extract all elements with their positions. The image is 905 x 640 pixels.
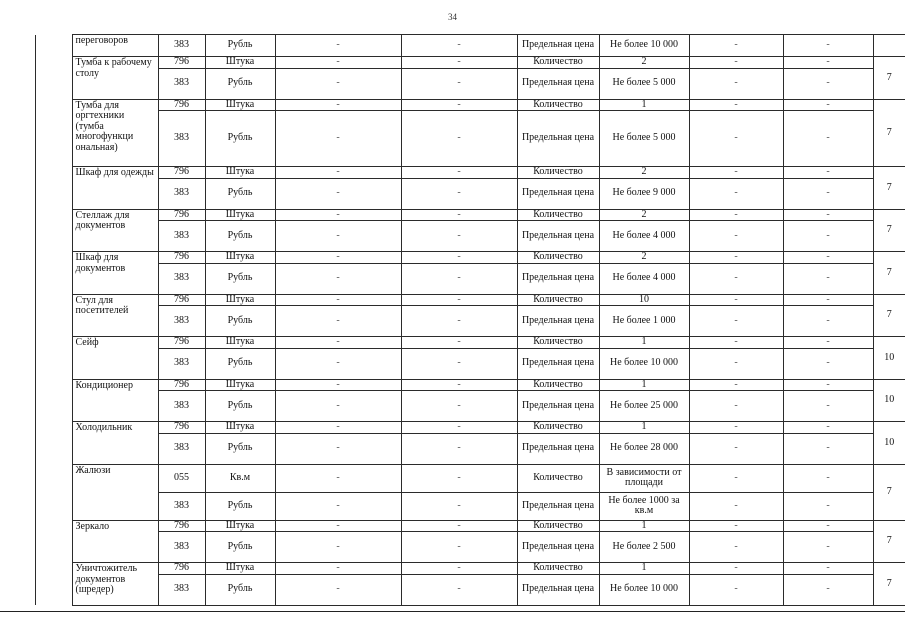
margin-cell: [0, 464, 35, 492]
margin-cell: [0, 348, 35, 379]
value-cell: Не более 25 000: [599, 391, 689, 422]
group-cell: [35, 68, 72, 99]
dash-cell: -: [275, 348, 401, 379]
dash-cell: -: [689, 563, 783, 575]
okei-code-cell: 383: [158, 532, 205, 563]
characteristic-cell: Предельная цена: [517, 574, 599, 605]
dash-cell: -: [783, 167, 873, 179]
service-life-cell: 7: [873, 563, 905, 606]
dash-cell: -: [783, 221, 873, 252]
dash-cell: -: [401, 464, 517, 492]
group-cell: [35, 563, 72, 575]
okei-code-cell: 796: [158, 422, 205, 434]
unit-cell: Кв.м: [205, 464, 275, 492]
margin-cell: [0, 532, 35, 563]
item-name-cell: Стеллаж для документов: [72, 209, 158, 252]
okei-code-cell: 796: [158, 57, 205, 69]
unit-cell: Штука: [205, 520, 275, 532]
dash-cell: -: [689, 209, 783, 221]
dash-cell: -: [783, 263, 873, 294]
unit-cell: Рубль: [205, 111, 275, 167]
margin-cell: [0, 337, 35, 349]
dash-cell: -: [401, 99, 517, 111]
dash-cell: -: [689, 263, 783, 294]
dash-cell: -: [401, 337, 517, 349]
group-cell: [35, 111, 72, 167]
characteristic-cell: Предельная цена: [517, 492, 599, 520]
unit-cell: Рубль: [205, 574, 275, 605]
characteristic-cell: Количество: [517, 337, 599, 349]
dash-cell: -: [689, 178, 783, 209]
value-cell: Не более 9 000: [599, 178, 689, 209]
dash-cell: -: [275, 391, 401, 422]
margin-cell: [0, 433, 35, 464]
dash-cell: -: [401, 433, 517, 464]
value-cell: 2: [599, 57, 689, 69]
unit-cell: Рубль: [205, 348, 275, 379]
dash-cell: -: [275, 337, 401, 349]
margin-cell: [0, 306, 35, 337]
okei-code-cell: 383: [158, 178, 205, 209]
group-cell: [35, 464, 72, 492]
value-cell: Не более 1 000: [599, 306, 689, 337]
characteristic-cell: Предельная цена: [517, 433, 599, 464]
dash-cell: -: [689, 306, 783, 337]
dash-cell: -: [401, 221, 517, 252]
table-row: [0, 294, 905, 306]
item-name-cell: Кондиционер: [72, 379, 158, 422]
okei-code-cell: 796: [158, 167, 205, 179]
dash-cell: -: [275, 221, 401, 252]
dash-cell: -: [275, 99, 401, 111]
group-cell: [35, 532, 72, 563]
dash-cell: -: [783, 379, 873, 391]
value-cell: Не более 10 000: [599, 35, 689, 57]
table-row: [0, 35, 905, 57]
okei-code-cell: 383: [158, 68, 205, 99]
dash-cell: -: [401, 209, 517, 221]
dash-cell: -: [783, 178, 873, 209]
group-cell: [35, 574, 72, 605]
characteristic-cell: Предельная цена: [517, 391, 599, 422]
dash-cell: -: [401, 520, 517, 532]
dash-cell: -: [275, 532, 401, 563]
group-cell: [35, 306, 72, 337]
dash-cell: -: [689, 532, 783, 563]
margin-cell: [0, 35, 35, 57]
dash-cell: -: [783, 422, 873, 434]
characteristic-cell: Количество: [517, 422, 599, 434]
unit-cell: Штука: [205, 252, 275, 264]
unit-cell: Штука: [205, 209, 275, 221]
unit-cell: Штука: [205, 563, 275, 575]
okei-code-cell: 383: [158, 433, 205, 464]
group-cell: [35, 35, 72, 57]
dash-cell: -: [401, 111, 517, 167]
value-cell: 1: [599, 99, 689, 111]
group-cell: [35, 391, 72, 422]
dash-cell: -: [275, 111, 401, 167]
characteristic-cell: Количество: [517, 57, 599, 69]
item-name-cell: Тумба к рабочему столу: [72, 57, 158, 100]
group-cell: [35, 422, 72, 434]
characteristic-cell: Количество: [517, 464, 599, 492]
unit-cell: Рубль: [205, 391, 275, 422]
dash-cell: -: [401, 263, 517, 294]
dash-cell: -: [275, 306, 401, 337]
value-cell: 1: [599, 337, 689, 349]
dash-cell: -: [689, 111, 783, 167]
table-row: [0, 252, 905, 264]
okei-code-cell: 796: [158, 337, 205, 349]
value-cell: 10: [599, 294, 689, 306]
dash-cell: -: [401, 379, 517, 391]
group-cell: [35, 99, 72, 111]
dash-cell: -: [401, 574, 517, 605]
dash-cell: -: [689, 492, 783, 520]
dash-cell: -: [689, 379, 783, 391]
margin-cell: [0, 391, 35, 422]
characteristic-cell: Количество: [517, 520, 599, 532]
value-cell: Не более 4 000: [599, 263, 689, 294]
value-cell: 2: [599, 209, 689, 221]
item-name-cell: Уничтожитель документов (шредер): [72, 563, 158, 606]
group-cell: [35, 178, 72, 209]
characteristic-cell: Предельная цена: [517, 348, 599, 379]
margin-cell: [0, 111, 35, 167]
dash-cell: -: [275, 574, 401, 605]
unit-cell: Рубль: [205, 532, 275, 563]
dash-cell: -: [401, 348, 517, 379]
dash-cell: -: [275, 464, 401, 492]
dash-cell: -: [783, 520, 873, 532]
dash-cell: -: [689, 99, 783, 111]
dash-cell: -: [783, 492, 873, 520]
characteristic-cell: Количество: [517, 563, 599, 575]
margin-cell: [0, 178, 35, 209]
margin-cell: [0, 379, 35, 391]
dash-cell: -: [401, 167, 517, 179]
value-cell: 1: [599, 520, 689, 532]
dash-cell: -: [275, 563, 401, 575]
margin-cell: [0, 492, 35, 520]
unit-cell: Штука: [205, 379, 275, 391]
dash-cell: -: [401, 532, 517, 563]
table-row: [0, 209, 905, 221]
service-life-cell: 7: [873, 99, 905, 167]
characteristic-cell: Количество: [517, 379, 599, 391]
value-cell: Не более 10 000: [599, 348, 689, 379]
dash-cell: -: [689, 464, 783, 492]
dash-cell: -: [689, 221, 783, 252]
group-cell: [35, 167, 72, 179]
dash-cell: -: [401, 294, 517, 306]
value-cell: В зависимости от площади: [599, 464, 689, 492]
okei-code-cell: 383: [158, 35, 205, 57]
characteristic-cell: Предельная цена: [517, 68, 599, 99]
value-cell: 2: [599, 252, 689, 264]
margin-cell: [0, 520, 35, 532]
dash-cell: -: [783, 99, 873, 111]
unit-cell: Штука: [205, 57, 275, 69]
characteristic-cell: Предельная цена: [517, 35, 599, 57]
service-life-cell: 10: [873, 379, 905, 422]
okei-code-cell: 383: [158, 111, 205, 167]
okei-code-cell: 383: [158, 391, 205, 422]
dash-cell: -: [275, 167, 401, 179]
okei-code-cell: 796: [158, 520, 205, 532]
item-name-cell: Тумба для оргтехники (тумба многофункци ональная): [72, 99, 158, 167]
dash-cell: -: [783, 532, 873, 563]
dash-cell: -: [275, 294, 401, 306]
group-cell: [35, 263, 72, 294]
dash-cell: -: [401, 563, 517, 575]
unit-cell: Рубль: [205, 68, 275, 99]
service-life-cell: 7: [873, 252, 905, 295]
margin-cell: [0, 422, 35, 434]
dash-cell: -: [401, 422, 517, 434]
item-name-cell: Сейф: [72, 337, 158, 380]
dash-cell: -: [689, 252, 783, 264]
unit-cell: Штука: [205, 337, 275, 349]
okei-code-cell: 796: [158, 252, 205, 264]
group-cell: [35, 492, 72, 520]
dash-cell: -: [689, 337, 783, 349]
table-row: [0, 464, 905, 492]
unit-cell: Рубль: [205, 263, 275, 294]
value-cell: Не более 4 000: [599, 221, 689, 252]
table-row: [0, 379, 905, 391]
value-cell: 1: [599, 379, 689, 391]
dash-cell: -: [783, 252, 873, 264]
dash-cell: -: [275, 57, 401, 69]
okei-code-cell: 383: [158, 263, 205, 294]
dash-cell: -: [689, 433, 783, 464]
margin-cell: [0, 294, 35, 306]
value-cell: Не более 10 000: [599, 574, 689, 605]
dash-cell: -: [783, 68, 873, 99]
dash-cell: -: [689, 57, 783, 69]
margin-cell: [0, 57, 35, 69]
page-bottom-rule: [0, 611, 905, 612]
characteristic-cell: Количество: [517, 252, 599, 264]
dash-cell: -: [783, 294, 873, 306]
group-cell: [35, 221, 72, 252]
dash-cell: -: [401, 492, 517, 520]
value-cell: 2: [599, 167, 689, 179]
okei-code-cell: 796: [158, 563, 205, 575]
okei-code-cell: 383: [158, 348, 205, 379]
dash-cell: -: [275, 520, 401, 532]
service-life-cell: 7: [873, 464, 905, 520]
service-life-cell: 10: [873, 422, 905, 465]
okei-code-cell: 796: [158, 379, 205, 391]
table-row: [0, 520, 905, 532]
group-cell: [35, 348, 72, 379]
dash-cell: -: [401, 178, 517, 209]
dash-cell: -: [689, 294, 783, 306]
item-name-cell: Стул для посетителей: [72, 294, 158, 337]
characteristic-cell: Количество: [517, 99, 599, 111]
item-name-cell: Холодильник: [72, 422, 158, 465]
dash-cell: -: [783, 35, 873, 57]
okei-code-cell: 055: [158, 464, 205, 492]
table-row: [0, 99, 905, 111]
characteristic-cell: Количество: [517, 209, 599, 221]
characteristic-cell: Предельная цена: [517, 111, 599, 167]
dash-cell: -: [689, 574, 783, 605]
group-cell: [35, 520, 72, 532]
margin-cell: [0, 68, 35, 99]
characteristic-cell: Предельная цена: [517, 178, 599, 209]
dash-cell: -: [783, 209, 873, 221]
dash-cell: -: [275, 252, 401, 264]
dash-cell: -: [783, 57, 873, 69]
unit-cell: Рубль: [205, 35, 275, 57]
item-name-cell: переговоров: [72, 35, 158, 57]
dash-cell: -: [275, 209, 401, 221]
dash-cell: -: [783, 433, 873, 464]
okei-code-cell: 796: [158, 99, 205, 111]
dash-cell: -: [689, 348, 783, 379]
okei-code-cell: 796: [158, 294, 205, 306]
dash-cell: -: [275, 178, 401, 209]
group-cell: [35, 252, 72, 264]
table-row: [0, 422, 905, 434]
table-row: [0, 57, 905, 69]
characteristic-cell: Предельная цена: [517, 263, 599, 294]
item-name-cell: Зеркало: [72, 520, 158, 563]
margin-cell: [0, 209, 35, 221]
dash-cell: -: [783, 574, 873, 605]
dash-cell: -: [401, 35, 517, 57]
value-cell: 1: [599, 422, 689, 434]
dash-cell: -: [689, 35, 783, 57]
dash-cell: -: [783, 464, 873, 492]
group-cell: [35, 209, 72, 221]
requirements-table: [0, 34, 905, 606]
group-cell: [35, 337, 72, 349]
dash-cell: -: [689, 167, 783, 179]
margin-cell: [0, 252, 35, 264]
group-cell: [35, 433, 72, 464]
dash-cell: -: [401, 306, 517, 337]
okei-code-cell: 383: [158, 306, 205, 337]
dash-cell: -: [689, 422, 783, 434]
characteristic-cell: Предельная цена: [517, 221, 599, 252]
dash-cell: -: [401, 57, 517, 69]
dash-cell: -: [783, 348, 873, 379]
group-cell: [35, 379, 72, 391]
dash-cell: -: [401, 68, 517, 99]
unit-cell: Рубль: [205, 492, 275, 520]
margin-cell: [0, 221, 35, 252]
table-row: [0, 167, 905, 179]
dash-cell: -: [275, 379, 401, 391]
characteristic-cell: Предельная цена: [517, 306, 599, 337]
value-cell: Не более 2 500: [599, 532, 689, 563]
okei-code-cell: 383: [158, 492, 205, 520]
dash-cell: -: [275, 492, 401, 520]
item-name-cell: Жалюзи: [72, 464, 158, 520]
dash-cell: -: [275, 263, 401, 294]
margin-cell: [0, 167, 35, 179]
dash-cell: -: [783, 111, 873, 167]
unit-cell: Рубль: [205, 221, 275, 252]
item-name-cell: Шкаф для одежды: [72, 167, 158, 210]
service-life-cell: 7: [873, 209, 905, 252]
unit-cell: Штука: [205, 99, 275, 111]
dash-cell: -: [783, 306, 873, 337]
dash-cell: -: [275, 433, 401, 464]
margin-cell: [0, 574, 35, 605]
requirements-table-container: [0, 34, 905, 612]
dash-cell: -: [689, 68, 783, 99]
value-cell: 1: [599, 563, 689, 575]
unit-cell: Штука: [205, 294, 275, 306]
service-life-cell: 10: [873, 337, 905, 380]
table-row: [0, 563, 905, 575]
service-life-cell: [873, 35, 905, 57]
dash-cell: -: [689, 520, 783, 532]
dash-cell: -: [689, 391, 783, 422]
dash-cell: -: [275, 68, 401, 99]
okei-code-cell: 796: [158, 209, 205, 221]
service-life-cell: 7: [873, 294, 905, 337]
margin-cell: [0, 99, 35, 111]
dash-cell: -: [275, 35, 401, 57]
dash-cell: -: [783, 337, 873, 349]
unit-cell: Штука: [205, 167, 275, 179]
unit-cell: Рубль: [205, 433, 275, 464]
dash-cell: -: [783, 391, 873, 422]
okei-code-cell: 383: [158, 221, 205, 252]
value-cell: Не более 28 000: [599, 433, 689, 464]
unit-cell: Рубль: [205, 178, 275, 209]
table-row: [0, 337, 905, 349]
margin-cell: [0, 563, 35, 575]
dash-cell: -: [275, 422, 401, 434]
okei-code-cell: 383: [158, 574, 205, 605]
value-cell: Не более 5 000: [599, 68, 689, 99]
service-life-cell: 7: [873, 520, 905, 563]
dash-cell: -: [401, 252, 517, 264]
unit-cell: Штука: [205, 422, 275, 434]
characteristic-cell: Предельная цена: [517, 532, 599, 563]
unit-cell: Рубль: [205, 306, 275, 337]
service-life-cell: 7: [873, 167, 905, 210]
group-cell: [35, 294, 72, 306]
item-name-cell: Шкаф для документов: [72, 252, 158, 295]
margin-cell: [0, 263, 35, 294]
service-life-cell: 7: [873, 57, 905, 100]
dash-cell: -: [401, 391, 517, 422]
value-cell: Не более 5 000: [599, 111, 689, 167]
characteristic-cell: Количество: [517, 167, 599, 179]
group-cell: [35, 57, 72, 69]
dash-cell: -: [783, 563, 873, 575]
value-cell: Не более 1000 за кв.м: [599, 492, 689, 520]
page-number: 34: [448, 12, 457, 22]
characteristic-cell: Количество: [517, 294, 599, 306]
